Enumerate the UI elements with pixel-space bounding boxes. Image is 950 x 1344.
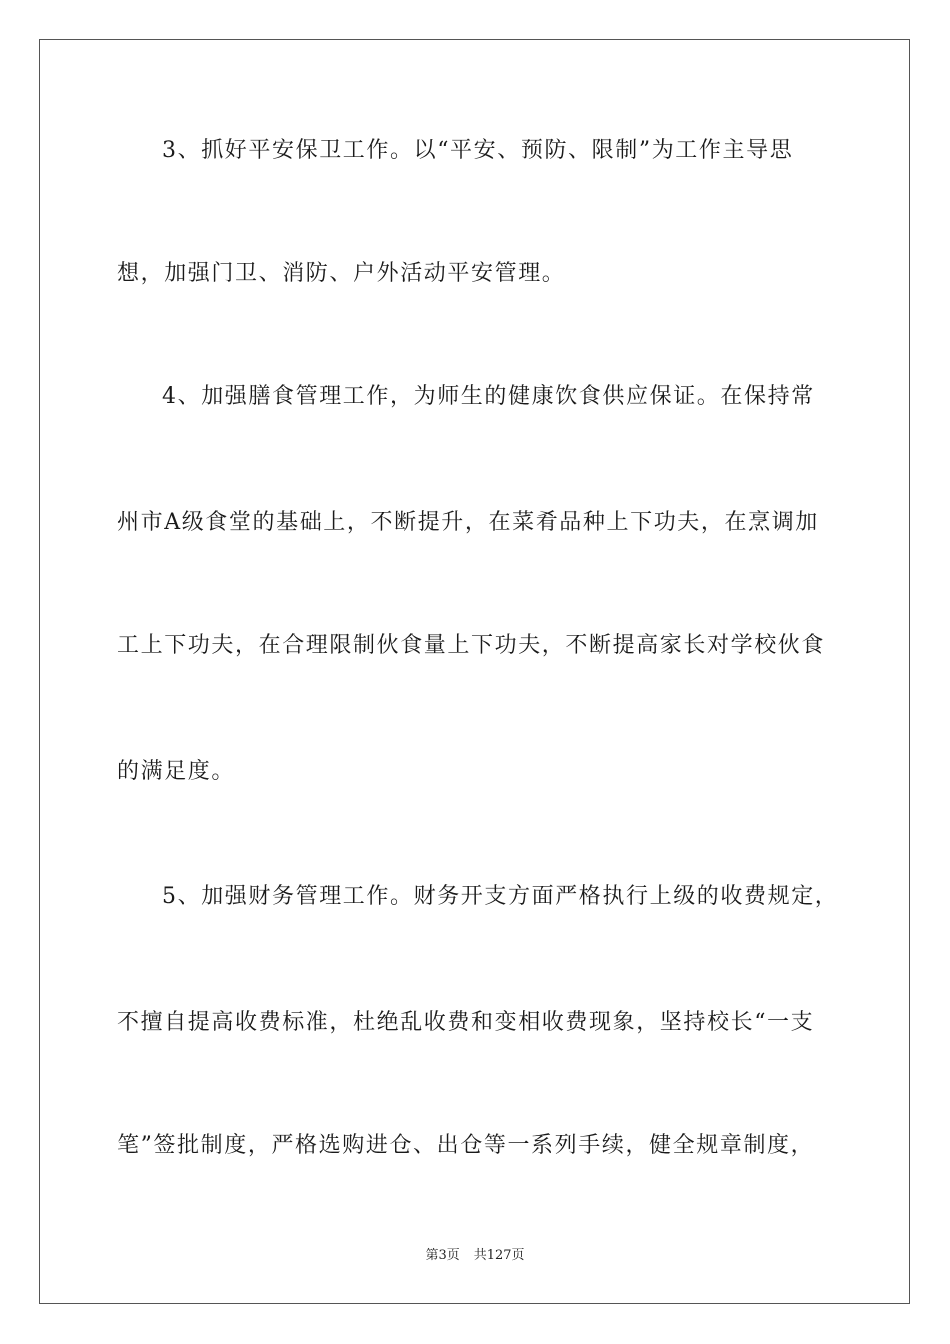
page-frame <box>39 39 910 1304</box>
page-footer <box>0 1247 950 1265</box>
total-pages: 共127页 <box>473 1248 525 1263</box>
paragraph-line: 5、加强财务管理工作。财务开支方面严格执行上级的收费规定， <box>162 884 839 909</box>
paragraph-line: 想，加强门卫、消防、户外活动平安管理。 <box>117 261 566 286</box>
paragraph-line: 4、加强膳食管理工作，为师生的健康饮食供应保证。在保持常 <box>162 384 815 409</box>
paragraph-line: 笔”签批制度，严格选购进仓、出仓等一系列手续，健全规章制度， <box>117 1133 815 1158</box>
paragraph-line: 不擅自提高收费标准，杜绝乱收费和变相收费现象，坚持校长“一支 <box>117 1010 815 1035</box>
paragraph-line: 工上下功夫，在合理限制伙食量上下功夫，不断提高家长对学校伙食 <box>117 633 826 658</box>
paragraph-line: 州市A级食堂的基础上，不断提升，在菜肴品种上下功夫，在烹调加 <box>117 510 819 535</box>
paragraph-line: 的满足度。 <box>117 759 236 784</box>
page-number: 第3页 <box>425 1248 460 1263</box>
paragraph-line: 3、抓好平安保卫工作。以“平安、预防、限制”为工作主导思 <box>162 138 794 163</box>
